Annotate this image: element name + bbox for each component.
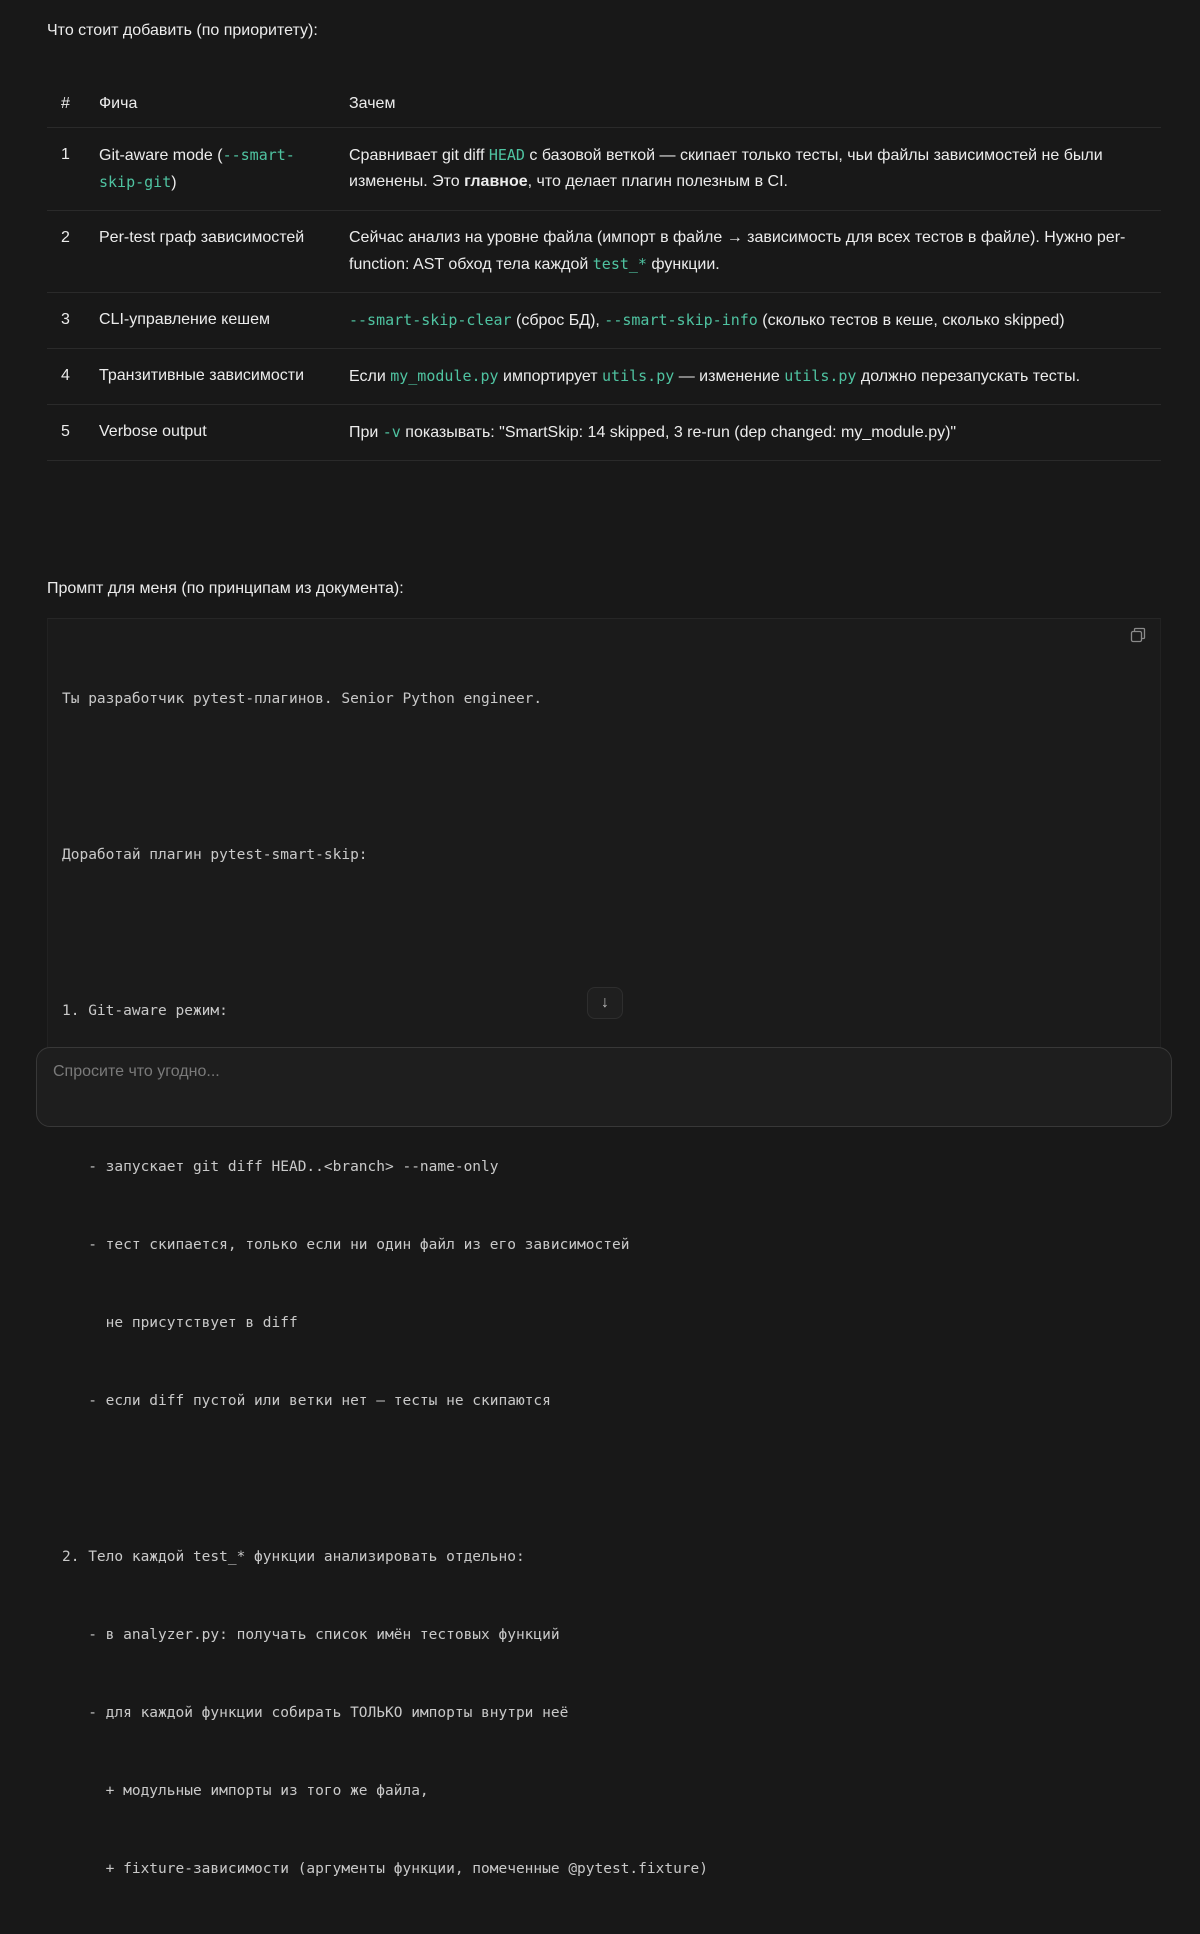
code-line: - в analyzer.py: получать список имён тестовых функций: [62, 1627, 560, 1643]
text: Сейчас анализ на уровне файла (импорт в файле → зависимость для всех тестов в файле). Нужно per-function: AST обход тела каждой: [349, 229, 1126, 273]
arrow-down-icon: ↓: [601, 994, 609, 1011]
code-inline: --smart-skip-git: [99, 146, 295, 191]
code-inline: HEAD: [488, 146, 525, 164]
row-num: 5: [61, 423, 70, 440]
row-why: [349, 419, 1161, 446]
table-row: [47, 128, 1161, 211]
row-why: [349, 307, 1161, 334]
code-line: Доработай плагин pytest-smart-skip:: [62, 847, 368, 863]
text: импортирует: [498, 368, 603, 385]
row-feature: [99, 307, 349, 334]
code-inline: --smart-skip-info: [604, 311, 758, 329]
code-line: + fixture-зависимости (аргументы функции, помеченные @pytest.fixture): [62, 1861, 709, 1877]
row-why: [349, 142, 1161, 196]
text: (сколько тестов в кеше, сколько skipped): [757, 312, 1065, 329]
text: Per-test граф зависимостей: [99, 229, 305, 246]
code-inline: --smart-skip-clear: [349, 311, 512, 329]
text: показывать: "SmartSkip: 14 skipped, 3 re-run (dep changed: my_module.py)": [400, 424, 957, 441]
code-line: 1. Git-aware режим:: [62, 1003, 228, 1019]
text: Git-aware mode (: [99, 147, 223, 164]
row-num: 1: [61, 146, 70, 163]
row-num: 4: [61, 367, 70, 384]
text: должно перезапускать тесты.: [856, 368, 1081, 385]
code-line: 2. Тело каждой test_* функции анализировать отдельно:: [62, 1549, 525, 1565]
code-inline: test_*: [592, 255, 647, 273]
text-bold: главное: [464, 173, 528, 190]
row-num: 3: [61, 311, 70, 328]
table-header: [47, 80, 1161, 128]
prompt-title: Промпт для меня (по принципам из документа):: [47, 580, 404, 597]
text: Verbose output: [99, 423, 207, 440]
code-line: [62, 1466, 708, 1492]
header-why: Зачем: [349, 94, 396, 112]
code-inline: utils.py: [784, 367, 857, 385]
text: При: [349, 424, 383, 441]
table-row: [47, 211, 1161, 293]
text: — изменение: [674, 368, 785, 385]
header-feature: Фича: [99, 94, 138, 112]
code-line: [62, 920, 708, 946]
row-feature: [99, 225, 349, 278]
code-line: - тест скипается, только если ни один файл из его зависимостей: [62, 1237, 630, 1253]
text: Транзитивные зависимости: [99, 367, 304, 384]
text: , что делает плагин полезным в CI.: [527, 173, 788, 190]
row-feature: [99, 363, 349, 390]
code-line: не присутствует в diff: [62, 1315, 298, 1331]
chat-input-bar: [36, 1047, 1172, 1127]
text: Сравнивает git diff: [349, 147, 489, 164]
row-num: 2: [61, 229, 70, 246]
row-why: [349, 363, 1161, 390]
chat-input[interactable]: [51, 1062, 1135, 1082]
code-line: - если diff пустой или ветки нет — тесты не скипаются: [62, 1393, 551, 1409]
text: ): [171, 174, 177, 191]
table-row: [47, 405, 1161, 461]
text: с базовой веткой — скипает только тесты, чьи файлы зависимостей не были изменены. Это: [349, 147, 1103, 190]
code-content: [62, 634, 708, 1934]
row-feature: [99, 419, 349, 446]
text: CLI-управление кешем: [99, 311, 270, 328]
copy-icon[interactable]: [1130, 627, 1146, 643]
code-inline: -v: [382, 423, 401, 441]
features-table: [47, 80, 1161, 461]
text: (сброс БД),: [511, 312, 605, 329]
code-line: - для каждой функции собирать ТОЛЬКО импорты внутри неё: [62, 1705, 569, 1721]
code-inline: utils.py: [602, 367, 675, 385]
code-line: - запускает git diff HEAD..<branch> --name-only: [62, 1159, 499, 1175]
row-feature: [99, 142, 349, 196]
code-line: Ты разработчик pytest-плагинов. Senior Python engineer.: [62, 691, 543, 707]
table-row: [47, 293, 1161, 349]
code-line: [62, 764, 708, 790]
code-inline: my_module.py: [390, 367, 499, 385]
text: Если: [349, 368, 391, 385]
text: функции.: [646, 256, 720, 273]
scroll-down-button[interactable]: [587, 987, 623, 1019]
header-num: #: [61, 94, 70, 112]
intro-text: Что стоит добавить (по приоритету):: [47, 22, 318, 39]
table-row: [47, 349, 1161, 405]
row-why: [349, 225, 1161, 278]
code-line: + модульные импорты из того же файла,: [62, 1783, 429, 1799]
